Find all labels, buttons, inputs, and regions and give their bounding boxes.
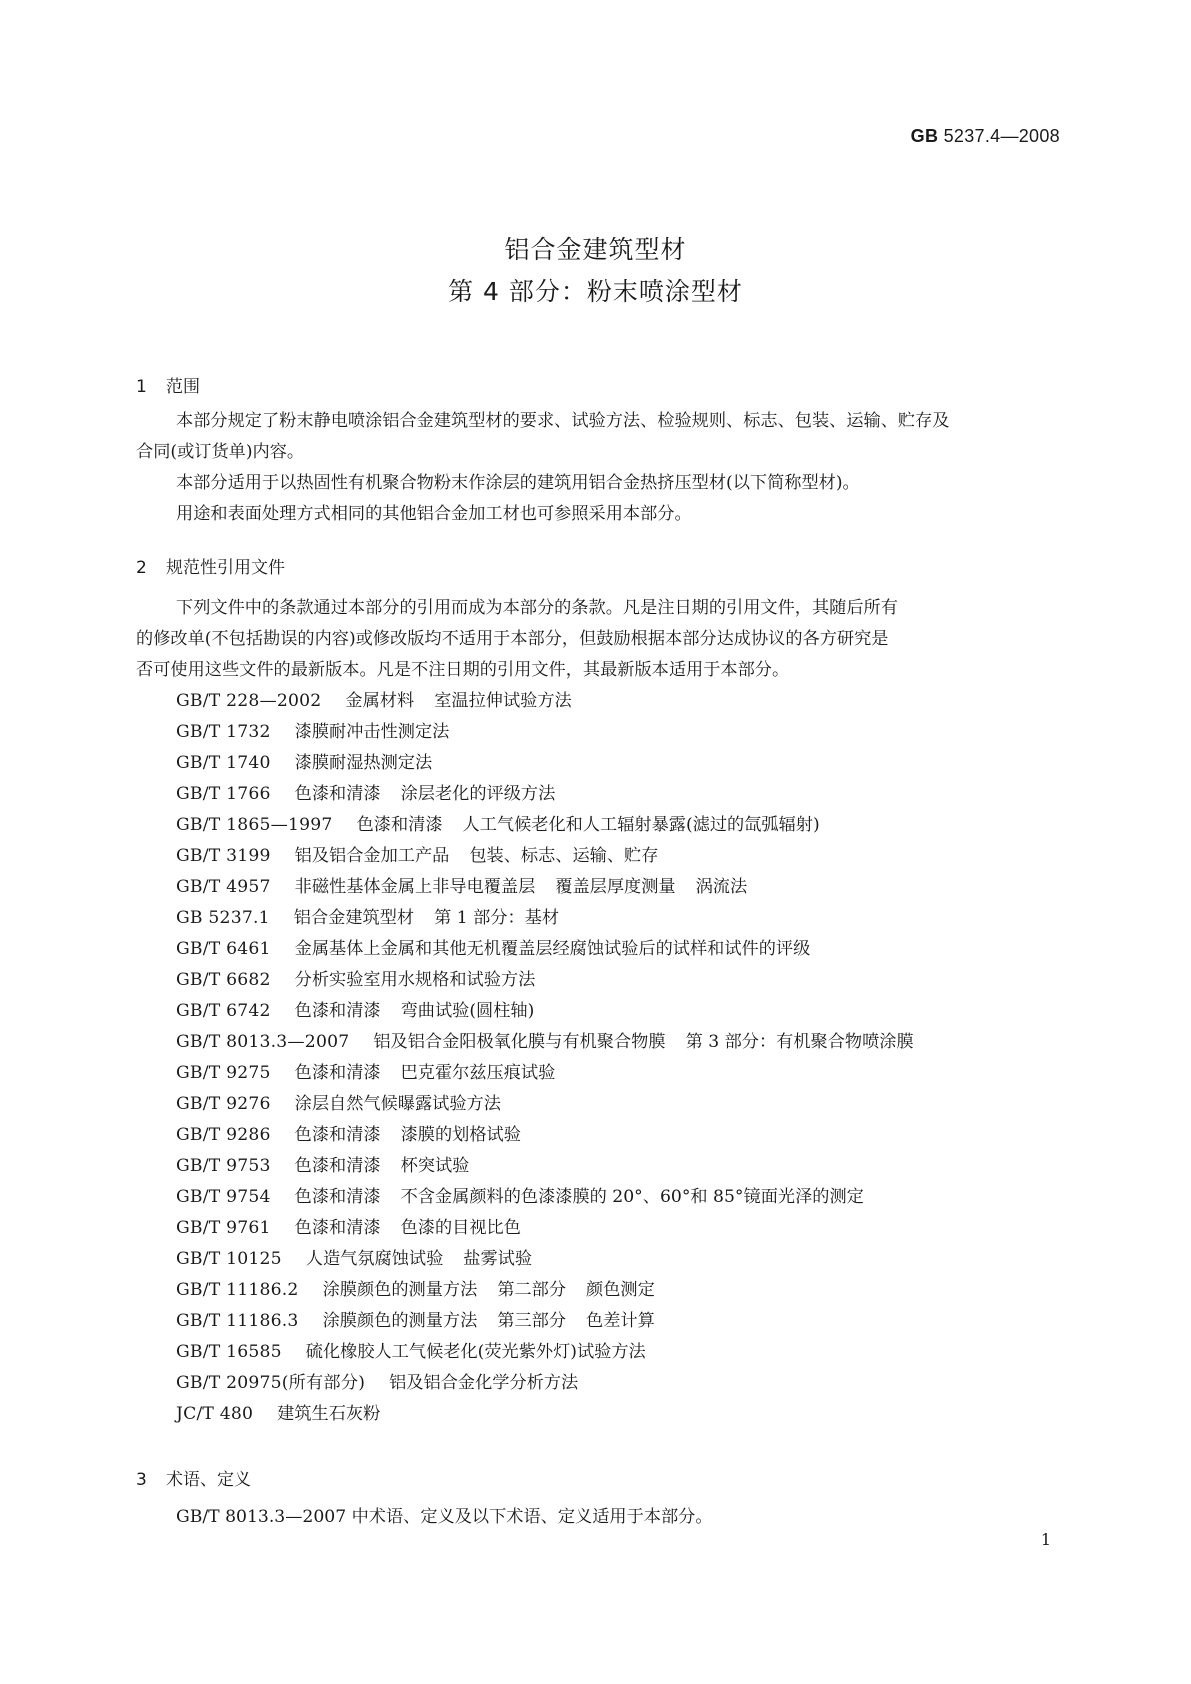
reference-title-part: 覆盖层厚度测量 bbox=[555, 877, 676, 897]
reference-title-part: 色漆和清漆 bbox=[294, 1187, 381, 1207]
reference-code: GB/T 4957 bbox=[176, 877, 271, 897]
reference-title-part: 巴克霍尔兹压痕试验 bbox=[400, 1063, 556, 1083]
section-2-intro bbox=[136, 593, 1056, 686]
reference-title-part: 色漆和清漆 bbox=[356, 815, 443, 835]
section-1-paragraph-1 bbox=[136, 406, 1056, 468]
reference-code: GB/T 3199 bbox=[176, 846, 271, 866]
reference-title-part: 包装、标志、运输、贮存 bbox=[469, 846, 659, 866]
reference-code: GB/T 9286 bbox=[176, 1125, 271, 1145]
reference-item bbox=[176, 1058, 914, 1089]
reference-code: GB/T 9754 bbox=[176, 1187, 271, 1207]
section-title: 规范性引用文件 bbox=[166, 558, 285, 578]
reference-title-part: 盐雾试验 bbox=[463, 1249, 533, 1269]
reference-title-part: 金属基体上金属和其他无机覆盖层经腐蚀试验后的试样和试件的评级 bbox=[294, 939, 811, 959]
reference-item bbox=[176, 1244, 914, 1275]
reference-title-part: 铝合金建筑型材 bbox=[293, 908, 415, 928]
standard-prefix: GB bbox=[910, 126, 939, 146]
reference-item bbox=[176, 1089, 914, 1120]
paragraph-line: 本部分规定了粉末静电喷涂铝合金建筑型材的要求、试验方法、检验规则、标志、包装、运输、贮存及 bbox=[176, 411, 950, 431]
reference-title-part: 色漆和清漆 bbox=[294, 784, 381, 804]
reference-code: JC/T 480 bbox=[176, 1404, 254, 1424]
reference-code: GB/T 6461 bbox=[176, 939, 271, 959]
paragraph-line: 合同(或订货单)内容。 bbox=[136, 442, 305, 462]
reference-item bbox=[176, 810, 914, 841]
reference-item bbox=[176, 1182, 914, 1213]
document-subtitle: 第 4 部分：粉末喷涂型材 bbox=[448, 277, 743, 306]
reference-item bbox=[176, 1151, 914, 1182]
reference-title-part: 涂膜颜色的测量方法 bbox=[322, 1311, 478, 1331]
reference-title-part: 人造气氛腐蚀试验 bbox=[305, 1249, 444, 1269]
reference-item bbox=[176, 934, 914, 965]
section-2-heading bbox=[136, 553, 285, 578]
reference-code: GB/T 8013.3—2007 bbox=[176, 1032, 350, 1052]
reference-title-part: 弯曲试验(圆柱轴) bbox=[400, 1001, 535, 1021]
reference-code: GB/T 9276 bbox=[176, 1094, 271, 1114]
reference-title-part: 漆膜的划格试验 bbox=[400, 1125, 521, 1145]
section-3-heading bbox=[136, 1465, 251, 1490]
section-1-paragraph-3: 用途和表面处理方式相同的其他铝合金加工材也可参照采用本部分。 bbox=[176, 504, 692, 524]
reference-item bbox=[176, 686, 914, 717]
reference-code: GB/T 6742 bbox=[176, 1001, 271, 1021]
reference-item bbox=[176, 1275, 914, 1306]
section-title: 术语、定义 bbox=[166, 1470, 251, 1490]
reference-item bbox=[176, 1120, 914, 1151]
reference-title-part: 不含金属颜料的色漆漆膜的 20°、60°和 85°镜面光泽的测定 bbox=[400, 1187, 864, 1207]
reference-title-part: 人工气候老化和人工辐射暴露(滤过的氙弧辐射) bbox=[462, 815, 820, 835]
reference-title-part: 室温拉伸试验方法 bbox=[434, 691, 572, 711]
reference-item bbox=[176, 1368, 914, 1399]
reference-title-part: 铝及铝合金化学分析方法 bbox=[389, 1373, 579, 1393]
normative-references-list bbox=[176, 686, 914, 1430]
reference-code: GB/T 1732 bbox=[176, 722, 271, 742]
reference-item bbox=[176, 1027, 914, 1058]
reference-item bbox=[176, 1399, 914, 1430]
reference-code: GB/T 10125 bbox=[176, 1249, 282, 1269]
reference-item bbox=[176, 779, 914, 810]
reference-code: GB/T 9275 bbox=[176, 1063, 271, 1083]
page-number: 1 bbox=[1040, 1530, 1051, 1549]
reference-title-part: 涂膜颜色的测量方法 bbox=[322, 1280, 478, 1300]
reference-title-part: 第二部分 bbox=[497, 1280, 567, 1300]
standard-number bbox=[911, 126, 1060, 147]
reference-title-part: 色漆的目视比色 bbox=[400, 1218, 521, 1238]
section-title: 范围 bbox=[166, 377, 200, 397]
reference-item bbox=[176, 996, 914, 1027]
reference-code: GB/T 9753 bbox=[176, 1156, 271, 1176]
reference-code: GB/T 228—2002 bbox=[176, 691, 322, 711]
reference-title-part: 漆膜耐湿热测定法 bbox=[294, 753, 433, 773]
reference-title-part: 铝及铝合金加工产品 bbox=[294, 846, 450, 866]
reference-title-part: 杯突试验 bbox=[400, 1156, 470, 1176]
reference-title-part: 第三部分 bbox=[497, 1311, 567, 1331]
reference-title-part: 硫化橡胶人工气候老化(荧光紫外灯)试验方法 bbox=[305, 1342, 646, 1362]
reference-title-part: 非磁性基体金属上非导电覆盖层 bbox=[294, 877, 536, 897]
reference-code: GB/T 6682 bbox=[176, 970, 271, 990]
reference-title-part: 色漆和清漆 bbox=[294, 1063, 381, 1083]
reference-code: GB/T 1740 bbox=[176, 753, 271, 773]
document-title: 铝合金建筑型材 bbox=[504, 235, 687, 264]
reference-title-part: 色差计算 bbox=[586, 1311, 655, 1331]
reference-title-part: 漆膜耐冲击性测定法 bbox=[294, 722, 450, 742]
reference-title-part: 色漆和清漆 bbox=[294, 1001, 381, 1021]
section-number: 2 bbox=[136, 558, 147, 578]
reference-title-part: 金属材料 bbox=[345, 691, 415, 711]
reference-code: GB/T 11186.3 bbox=[176, 1311, 299, 1331]
reference-code: GB/T 1766 bbox=[176, 784, 271, 804]
reference-code: GB/T 16585 bbox=[176, 1342, 282, 1362]
reference-item bbox=[176, 1213, 914, 1244]
section-1-paragraph-2: 本部分适用于以热固性有机聚合物粉末作涂层的建筑用铝合金热挤压型材(以下简称型材)。 bbox=[176, 473, 860, 493]
section-1-heading bbox=[136, 372, 200, 397]
reference-title-part: 色漆和清漆 bbox=[294, 1125, 381, 1145]
reference-title-part: 第 1 部分：基材 bbox=[434, 908, 560, 928]
reference-item bbox=[176, 872, 914, 903]
reference-title-part: 第 3 部分：有机聚合物喷涂膜 bbox=[685, 1032, 914, 1052]
reference-code: GB/T 20975(所有部分) bbox=[176, 1373, 366, 1393]
reference-title-part: 铝及铝合金阳极氧化膜与有机聚合物膜 bbox=[373, 1032, 666, 1052]
section-number: 1 bbox=[136, 377, 147, 397]
reference-title-part: 涂层自然气候曝露试验方法 bbox=[294, 1094, 501, 1114]
paragraph-line: 否可使用这些文件的最新版本。凡是不注日期的引用文件，其最新版本适用于本部分。 bbox=[136, 660, 790, 680]
reference-code: GB/T 11186.2 bbox=[176, 1280, 299, 1300]
reference-item bbox=[176, 748, 914, 779]
reference-title-part: 色漆和清漆 bbox=[294, 1156, 381, 1176]
reference-title-part: 涡流法 bbox=[695, 877, 748, 897]
reference-code: GB 5237.1 bbox=[176, 908, 270, 928]
reference-item bbox=[176, 841, 914, 872]
reference-title-part: 分析实验室用水规格和试验方法 bbox=[294, 970, 536, 990]
reference-item bbox=[176, 1306, 914, 1337]
paragraph-line: 的修改单(不包括勘误的内容)或修改版均不适用于本部分，但鼓励根据本部分达成协议的各方研究是 bbox=[136, 629, 889, 649]
section-3-paragraph-1: GB/T 8013.3—2007 中术语、定义及以下术语、定义适用于本部分。 bbox=[176, 1507, 713, 1527]
reference-code: GB/T 9761 bbox=[176, 1218, 271, 1238]
reference-title-part: 涂层老化的评级方法 bbox=[400, 784, 556, 804]
reference-title-part: 建筑生石灰粉 bbox=[277, 1404, 381, 1424]
reference-item bbox=[176, 717, 914, 748]
reference-item bbox=[176, 1337, 914, 1368]
paragraph-line: 下列文件中的条款通过本部分的引用而成为本部分的条款。凡是注日期的引用文件，其随后所有 bbox=[176, 598, 898, 618]
standard-code: 5237.4—2008 bbox=[943, 126, 1060, 146]
reference-item bbox=[176, 965, 914, 996]
reference-item bbox=[176, 903, 914, 934]
reference-code: GB/T 1865—1997 bbox=[176, 815, 333, 835]
reference-title-part: 色漆和清漆 bbox=[294, 1218, 381, 1238]
reference-title-part: 颜色测定 bbox=[586, 1280, 655, 1300]
section-number: 3 bbox=[136, 1470, 147, 1490]
